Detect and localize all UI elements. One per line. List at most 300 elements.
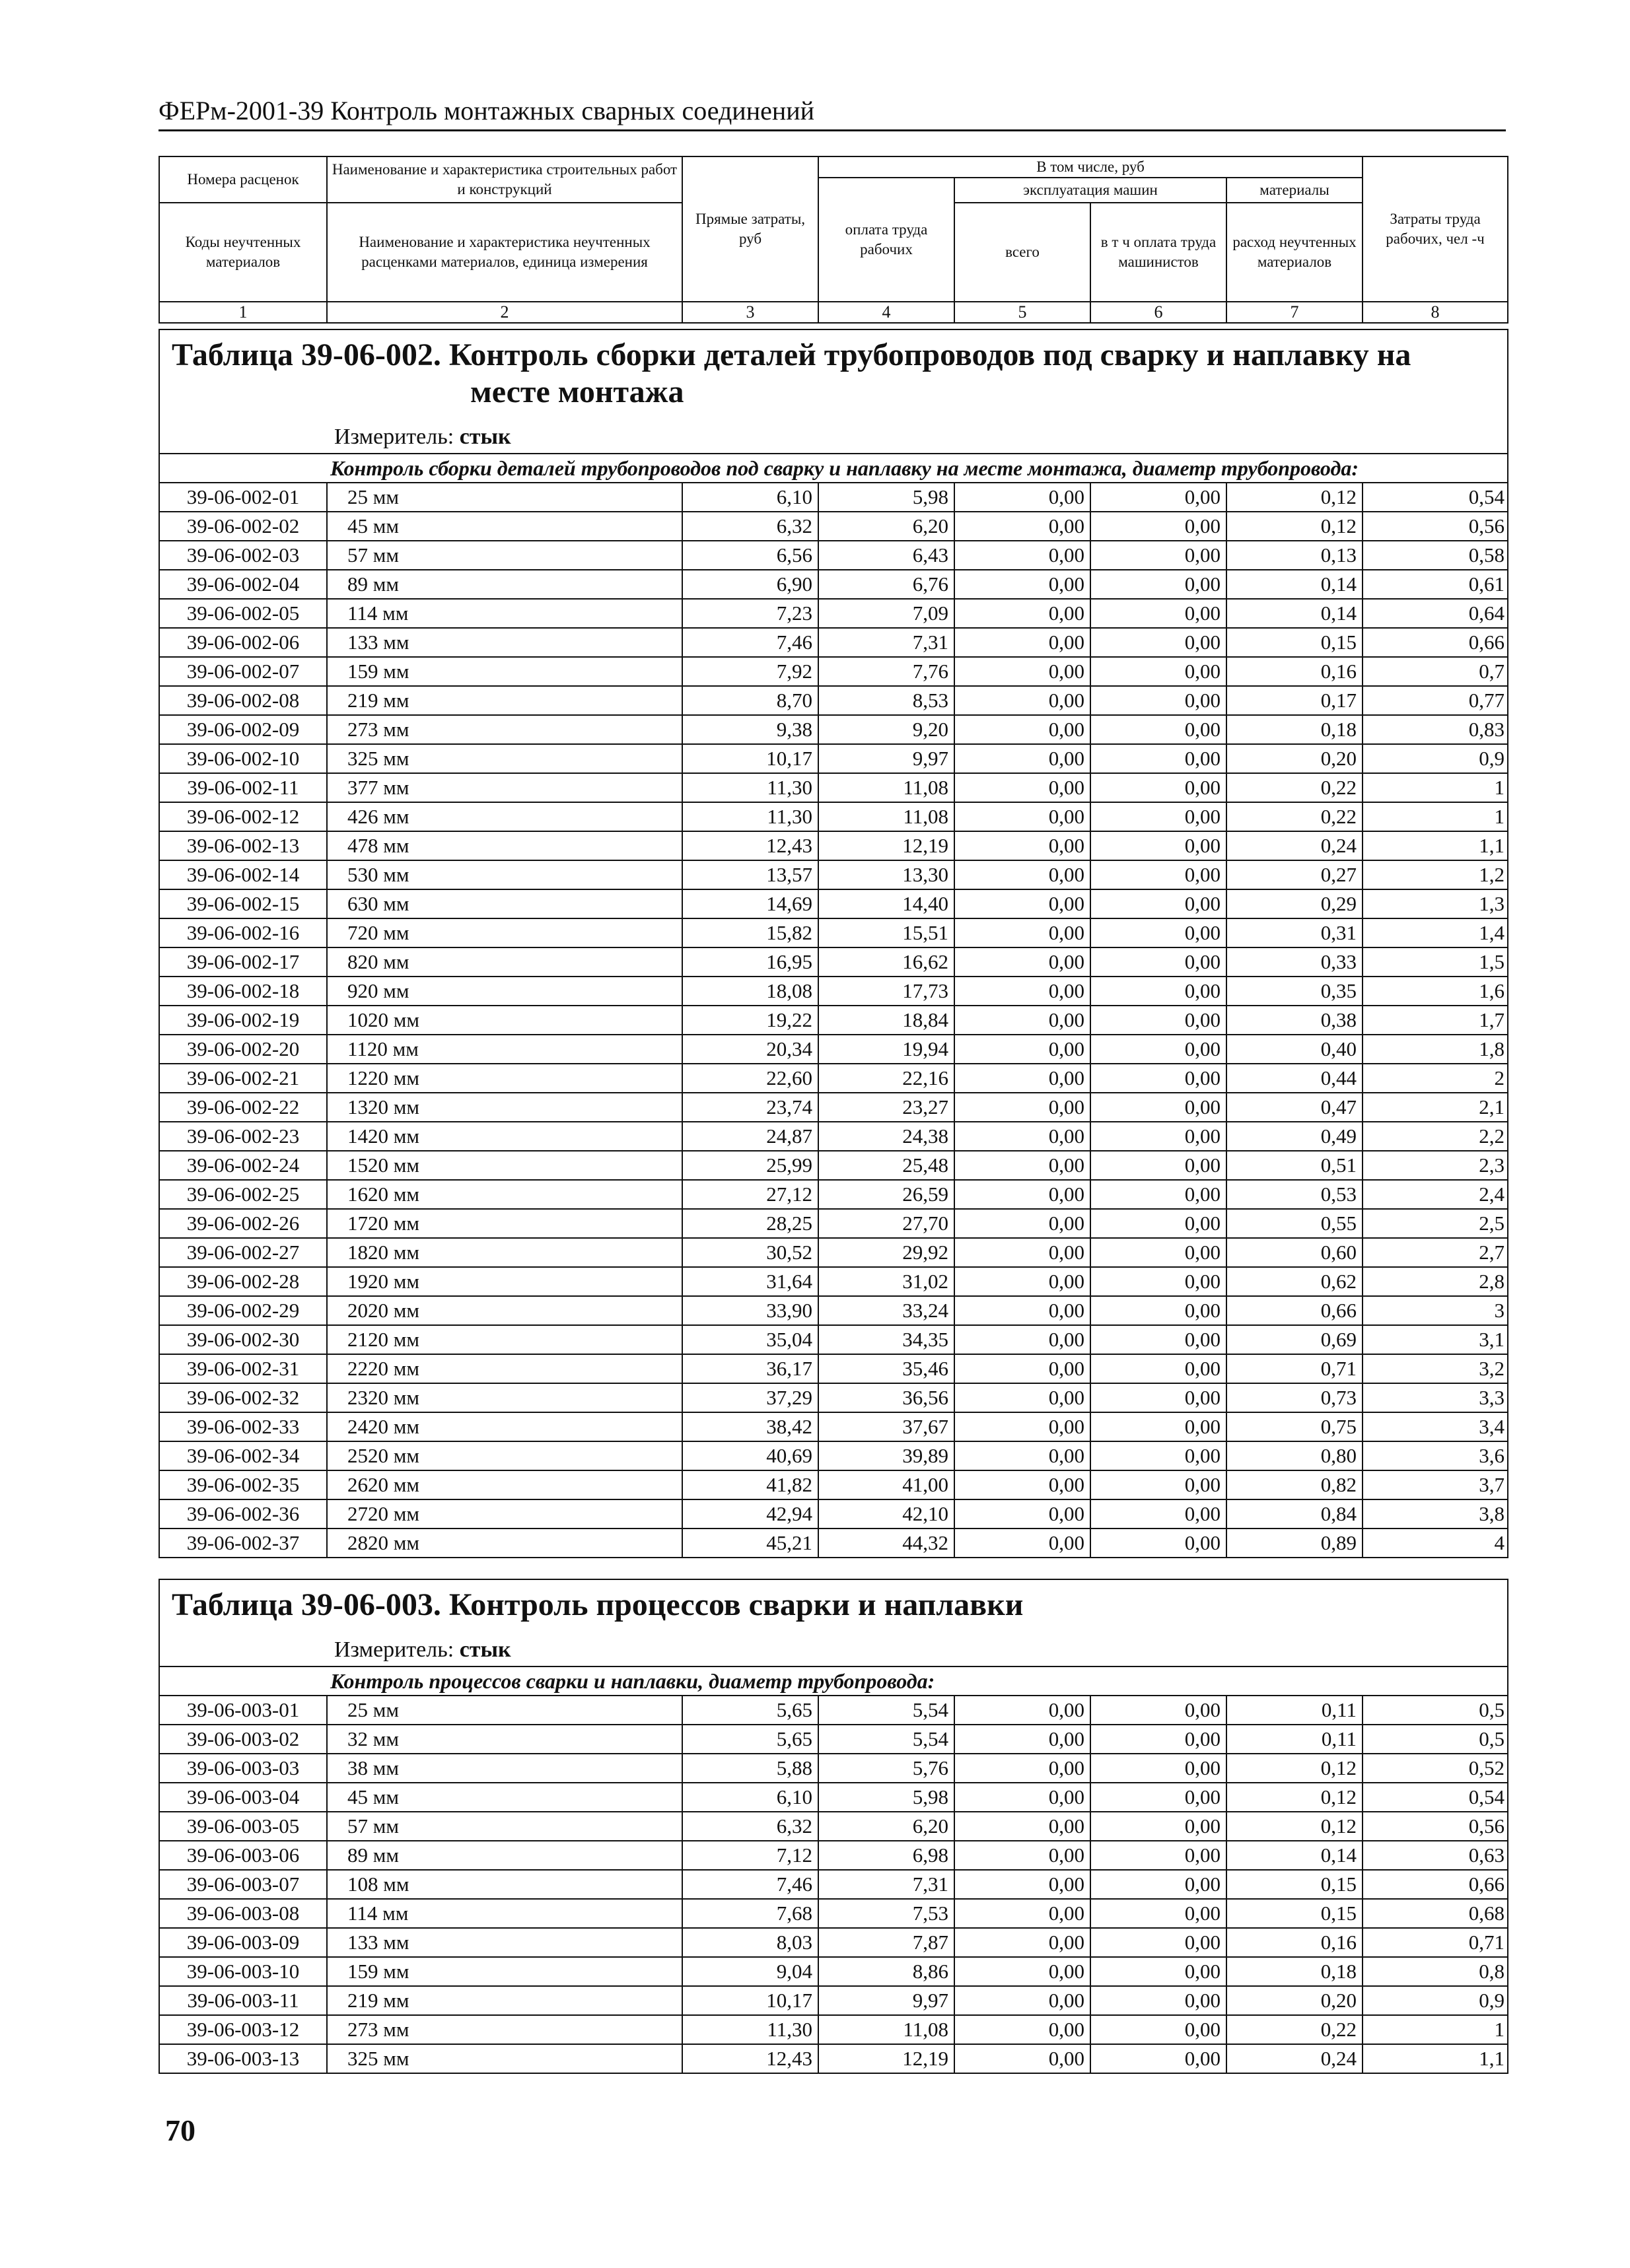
cost-value: 0,00 (954, 802, 1090, 831)
cost-value: 0,27 (1226, 860, 1363, 889)
col-header-machine-operation: эксплуатация машин (954, 178, 1226, 203)
cost-value: 7,92 (682, 657, 818, 686)
col-header-material-description: Наименование и характеристика неучтенных расценками материалов, единица измерения (327, 203, 682, 302)
rate-code: 39-06-002-23 (159, 1122, 327, 1151)
cost-value: 0,40 (1226, 1035, 1363, 1064)
cost-value: 0,00 (1090, 1064, 1226, 1093)
rate-code: 39-06-002-20 (159, 1035, 327, 1064)
pipe-diameter: 32 мм (327, 1725, 682, 1754)
cost-value: 0,00 (1090, 1899, 1226, 1928)
pipe-diameter: 1020 мм (327, 1006, 682, 1035)
cost-value: 0,00 (954, 1354, 1090, 1383)
pipe-diameter: 25 мм (327, 1696, 682, 1725)
cost-value: 36,17 (682, 1354, 818, 1383)
cost-value: 1,5 (1363, 947, 1508, 977)
cost-value: 0,00 (1090, 1006, 1226, 1035)
cost-value: 0,00 (1090, 599, 1226, 628)
cost-value: 0,00 (1090, 1296, 1226, 1325)
pipe-diameter: 325 мм (327, 744, 682, 773)
cost-value: 0,31 (1226, 918, 1363, 947)
table-title-block (159, 1579, 1508, 1667)
table-row (159, 1412, 1508, 1441)
table-row (159, 947, 1508, 977)
cost-value: 0,77 (1363, 686, 1508, 715)
table-subheading: Контроль процессов сварки и наплавки, диаметр трубопровода: (159, 1667, 1508, 1696)
cost-value: 1,6 (1363, 977, 1508, 1006)
cost-value: 0,00 (1090, 1841, 1226, 1870)
col-number: 3 (682, 302, 818, 323)
cost-value: 37,67 (818, 1412, 954, 1441)
cost-value: 1,4 (1363, 918, 1508, 947)
cost-value: 0,18 (1226, 1957, 1363, 1986)
cost-value: 7,31 (818, 1870, 954, 1899)
cost-value: 11,30 (682, 2015, 818, 2044)
cost-value: 0,00 (1090, 1783, 1226, 1812)
col-number: 5 (954, 302, 1090, 323)
cost-value: 0,00 (954, 1529, 1090, 1558)
cost-value: 7,76 (818, 657, 954, 686)
cost-value: 0,56 (1363, 1812, 1508, 1841)
rate-code: 39-06-002-32 (159, 1383, 327, 1412)
cost-value: 0,00 (954, 1499, 1090, 1529)
cost-value: 10,17 (682, 744, 818, 773)
cost-value: 2,4 (1363, 1180, 1508, 1209)
pipe-diameter: 89 мм (327, 570, 682, 599)
cost-value: 24,38 (818, 1122, 954, 1151)
pipe-diameter: 325 мм (327, 2044, 682, 2073)
cost-value: 30,52 (682, 1238, 818, 1267)
pipe-diameter: 2220 мм (327, 1354, 682, 1383)
table-row (159, 889, 1508, 918)
cost-value: 0,00 (1090, 744, 1226, 773)
cost-value: 0,00 (954, 831, 1090, 860)
cost-value: 7,12 (682, 1841, 818, 1870)
cost-value: 0,00 (1090, 1470, 1226, 1499)
rate-code: 39-06-002-36 (159, 1499, 327, 1529)
table-row (159, 1354, 1508, 1383)
cost-value: 0,00 (1090, 1441, 1226, 1470)
cost-value: 0,00 (1090, 1754, 1226, 1783)
cost-value: 0,55 (1226, 1209, 1363, 1238)
cost-value: 6,43 (818, 541, 954, 570)
cost-value: 0,00 (954, 2044, 1090, 2073)
cost-value: 0,73 (1226, 1383, 1363, 1412)
rate-code: 39-06-002-11 (159, 773, 327, 802)
pipe-diameter: 2320 мм (327, 1383, 682, 1412)
cost-value: 0,8 (1363, 1957, 1508, 1986)
cost-value: 0,00 (1090, 628, 1226, 657)
cost-value: 0,00 (1090, 1928, 1226, 1957)
rate-code: 39-06-002-04 (159, 570, 327, 599)
pipe-diameter: 114 мм (327, 599, 682, 628)
cost-value: 3,7 (1363, 1470, 1508, 1499)
rate-code: 39-06-002-33 (159, 1412, 327, 1441)
cost-value: 0,11 (1226, 1696, 1363, 1725)
cost-value: 0,00 (1090, 1499, 1226, 1529)
pipe-diameter: 530 мм (327, 860, 682, 889)
table-title-line-1: Таблица 39-06-002. Контроль сборки деталей трубопроводов под сварку и наплавку на (172, 337, 1411, 372)
cost-value: 0,00 (954, 1470, 1090, 1499)
cost-value: 8,70 (682, 686, 818, 715)
table-row (159, 831, 1508, 860)
cost-value: 16,95 (682, 947, 818, 977)
pipe-diameter: 1620 мм (327, 1180, 682, 1209)
cost-value: 28,25 (682, 1209, 818, 1238)
table-row (159, 1151, 1508, 1180)
cost-value: 0,00 (1090, 802, 1226, 831)
cost-value: 7,46 (682, 628, 818, 657)
cost-value: 16,62 (818, 947, 954, 977)
cost-value: 31,02 (818, 1267, 954, 1296)
cost-value: 22,16 (818, 1064, 954, 1093)
cost-value: 0,83 (1363, 715, 1508, 744)
cost-value: 0,14 (1226, 1841, 1363, 1870)
pipe-diameter: 426 мм (327, 802, 682, 831)
table-title-line-2: месте монтажа (470, 374, 684, 409)
pipe-diameter: 1120 мм (327, 1035, 682, 1064)
cost-value: 7,23 (682, 599, 818, 628)
pipe-diameter: 1420 мм (327, 1122, 682, 1151)
col-header-direct-costs: Прямые затраты, руб (682, 156, 818, 302)
cost-value: 15,82 (682, 918, 818, 947)
cost-value: 1 (1363, 802, 1508, 831)
cost-value: 3,2 (1363, 1354, 1508, 1383)
cost-value: 0,00 (1090, 831, 1226, 860)
cost-value: 24,87 (682, 1122, 818, 1151)
cost-value: 0,00 (1090, 918, 1226, 947)
cost-value: 2,1 (1363, 1093, 1508, 1122)
rate-code: 39-06-002-22 (159, 1093, 327, 1122)
rate-code: 39-06-003-04 (159, 1783, 327, 1812)
cost-value: 0,12 (1226, 1812, 1363, 1841)
cost-value: 0,69 (1226, 1325, 1363, 1354)
pipe-diameter: 478 мм (327, 831, 682, 860)
rate-code: 39-06-003-01 (159, 1696, 327, 1725)
cost-value: 6,90 (682, 570, 818, 599)
cost-value: 0,00 (954, 1783, 1090, 1812)
table-row (159, 1957, 1508, 1986)
pipe-diameter: 114 мм (327, 1899, 682, 1928)
cost-value: 0,00 (954, 628, 1090, 657)
cost-value: 6,20 (818, 1812, 954, 1841)
table-row (159, 599, 1508, 628)
pipe-diameter: 25 мм (327, 483, 682, 512)
pipe-diameter: 1820 мм (327, 1238, 682, 1267)
rate-code: 39-06-002-03 (159, 541, 327, 570)
cost-value: 0,00 (1090, 1812, 1226, 1841)
cost-value: 0,00 (1090, 1529, 1226, 1558)
cost-value: 9,38 (682, 715, 818, 744)
rate-code: 39-06-002-15 (159, 889, 327, 918)
cost-value: 11,30 (682, 802, 818, 831)
cost-value: 12,19 (818, 831, 954, 860)
pipe-diameter: 159 мм (327, 1957, 682, 1986)
table-row (159, 918, 1508, 947)
rate-code: 39-06-002-34 (159, 1441, 327, 1470)
cost-value: 1,1 (1363, 2044, 1508, 2073)
table-row (159, 657, 1508, 686)
pipe-diameter: 133 мм (327, 628, 682, 657)
cost-value: 0,00 (1090, 1325, 1226, 1354)
cost-value: 6,10 (682, 483, 818, 512)
cost-value: 29,92 (818, 1238, 954, 1267)
pipe-diameter: 38 мм (327, 1754, 682, 1783)
cost-value: 0,00 (1090, 1151, 1226, 1180)
cost-value: 0,00 (1090, 1412, 1226, 1441)
cost-value: 0,63 (1363, 1841, 1508, 1870)
cost-value: 0,00 (1090, 860, 1226, 889)
col-header-work-description: Наименование и характеристика строительных работ и конструкций (327, 156, 682, 203)
cost-value: 41,82 (682, 1470, 818, 1499)
cost-value: 0,13 (1226, 541, 1363, 570)
table-row (159, 1325, 1508, 1354)
table-row (159, 1470, 1508, 1499)
cost-value: 0,00 (954, 1180, 1090, 1209)
table-row (159, 2044, 1508, 2073)
cost-value: 6,20 (818, 512, 954, 541)
cost-value: 0,00 (1090, 483, 1226, 512)
rate-code: 39-06-002-10 (159, 744, 327, 773)
cost-value: 18,08 (682, 977, 818, 1006)
cost-value: 0,00 (954, 1812, 1090, 1841)
table-row (159, 1499, 1508, 1529)
cost-value: 0,9 (1363, 744, 1508, 773)
rate-code: 39-06-003-08 (159, 1899, 327, 1928)
cost-value: 1,7 (1363, 1006, 1508, 1035)
col-header-rate-numbers: Номера расценок (159, 156, 327, 203)
col-header-machinist-pay: в т ч оплата труда машинистов (1090, 203, 1226, 302)
pipe-diameter: 1920 мм (327, 1267, 682, 1296)
rate-code: 39-06-002-08 (159, 686, 327, 715)
cost-value: 0,00 (954, 1035, 1090, 1064)
cost-value: 3,8 (1363, 1499, 1508, 1529)
cost-value: 0,00 (1090, 1354, 1226, 1383)
cost-value: 11,08 (818, 802, 954, 831)
rate-code: 39-06-003-12 (159, 2015, 327, 2044)
cost-value: 0,16 (1226, 657, 1363, 686)
pipe-diameter: 1520 мм (327, 1151, 682, 1180)
cost-value: 36,56 (818, 1383, 954, 1412)
cost-value: 1,1 (1363, 831, 1508, 860)
table-row (159, 1035, 1508, 1064)
cost-value: 0,11 (1226, 1725, 1363, 1754)
cost-value: 0,82 (1226, 1470, 1363, 1499)
col-number: 7 (1226, 302, 1363, 323)
rate-code: 39-06-003-09 (159, 1928, 327, 1957)
pipe-diameter: 108 мм (327, 1870, 682, 1899)
pipe-diameter: 2520 мм (327, 1441, 682, 1470)
cost-value: 0,35 (1226, 977, 1363, 1006)
table-row (159, 483, 1508, 512)
cost-value: 0,15 (1226, 1899, 1363, 1928)
cost-value: 4 (1363, 1529, 1508, 1558)
cost-value: 2,5 (1363, 1209, 1508, 1238)
cost-value: 0,00 (954, 1238, 1090, 1267)
meter-label: Измеритель: (334, 425, 454, 449)
table-row (159, 1899, 1508, 1928)
rate-code: 39-06-003-11 (159, 1986, 327, 2015)
cost-value: 0,00 (954, 1441, 1090, 1470)
cost-value: 0,00 (954, 773, 1090, 802)
cost-value: 0,00 (1090, 889, 1226, 918)
cost-value: 33,90 (682, 1296, 818, 1325)
cost-value: 0,20 (1226, 1986, 1363, 2015)
cost-value: 1,8 (1363, 1035, 1508, 1064)
table-row (159, 1441, 1508, 1470)
cost-value: 0,00 (1090, 2015, 1226, 2044)
cost-value: 0,00 (1090, 947, 1226, 977)
cost-value: 37,29 (682, 1383, 818, 1412)
table-row (159, 1870, 1508, 1899)
cost-value: 0,66 (1363, 628, 1508, 657)
rate-code: 39-06-002-14 (159, 860, 327, 889)
cost-value: 5,54 (818, 1696, 954, 1725)
cost-value: 0,51 (1226, 1151, 1363, 1180)
cost-value: 0,84 (1226, 1499, 1363, 1529)
rate-code: 39-06-003-03 (159, 1754, 327, 1783)
cost-value: 0,80 (1226, 1441, 1363, 1470)
table-row (159, 802, 1508, 831)
column-header-table (159, 156, 1508, 324)
cost-value: 0,62 (1226, 1267, 1363, 1296)
meter-value: стык (459, 425, 511, 449)
pipe-diameter: 57 мм (327, 1812, 682, 1841)
cost-value: 0,00 (954, 1899, 1090, 1928)
cost-value: 11,08 (818, 773, 954, 802)
cost-value: 8,86 (818, 1957, 954, 1986)
cost-value: 0,24 (1226, 831, 1363, 860)
cost-value: 6,10 (682, 1783, 818, 1812)
cost-value: 0,00 (954, 483, 1090, 512)
rate-code: 39-06-003-02 (159, 1725, 327, 1754)
cost-value: 0,00 (954, 1928, 1090, 1957)
cost-value: 6,32 (682, 512, 818, 541)
cost-value: 12,19 (818, 2044, 954, 2073)
cost-value: 0,38 (1226, 1006, 1363, 1035)
cost-value: 0,00 (1090, 657, 1226, 686)
cost-value: 1 (1363, 2015, 1508, 2044)
cost-value: 0,60 (1226, 1238, 1363, 1267)
cost-value: 2,7 (1363, 1238, 1508, 1267)
cost-value: 7,68 (682, 1899, 818, 1928)
cost-value: 0,00 (1090, 1383, 1226, 1412)
cost-value: 0,00 (954, 1093, 1090, 1122)
cost-value: 23,27 (818, 1093, 954, 1122)
cost-value: 0,00 (954, 657, 1090, 686)
rate-code: 39-06-002-18 (159, 977, 327, 1006)
col-number: 6 (1090, 302, 1226, 323)
cost-value: 42,94 (682, 1499, 818, 1529)
cost-value: 3,3 (1363, 1383, 1508, 1412)
table-row (159, 1529, 1508, 1558)
rate-code: 39-06-002-25 (159, 1180, 327, 1209)
cost-value: 2,8 (1363, 1267, 1508, 1296)
pipe-diameter: 377 мм (327, 773, 682, 802)
rate-code: 39-06-003-05 (159, 1812, 327, 1841)
cost-value: 2,2 (1363, 1122, 1508, 1151)
cost-value: 27,70 (818, 1209, 954, 1238)
cost-value: 0,00 (954, 1151, 1090, 1180)
table-row (159, 2015, 1508, 2044)
pipe-diameter: 920 мм (327, 977, 682, 1006)
rate-code: 39-06-002-24 (159, 1151, 327, 1180)
pipe-diameter: 630 мм (327, 889, 682, 918)
cost-value: 0,00 (954, 1986, 1090, 2015)
cost-value: 0,00 (954, 1696, 1090, 1725)
cost-value: 0,00 (954, 1325, 1090, 1354)
cost-value: 0,5 (1363, 1725, 1508, 1754)
rate-code: 39-06-002-13 (159, 831, 327, 860)
table-row (159, 1122, 1508, 1151)
cost-value: 0,61 (1363, 570, 1508, 599)
cost-value: 0,58 (1363, 541, 1508, 570)
table-row (159, 570, 1508, 599)
table-title-block (159, 329, 1508, 454)
table-row (159, 860, 1508, 889)
cost-value: 0,00 (954, 1296, 1090, 1325)
cost-value: 0,00 (954, 686, 1090, 715)
cost-value: 0,00 (954, 860, 1090, 889)
cost-value: 2,3 (1363, 1151, 1508, 1180)
table-row (159, 977, 1508, 1006)
rate-code: 39-06-002-26 (159, 1209, 327, 1238)
cost-value: 0,00 (1090, 1267, 1226, 1296)
cost-value: 11,30 (682, 773, 818, 802)
table-subheading: Контроль сборки деталей трубопроводов под сварку и наплавку на месте монтажа, диаметр трубопровода: (159, 454, 1508, 483)
cost-value: 0,47 (1226, 1093, 1363, 1122)
table-row (159, 1296, 1508, 1325)
cost-value: 0,00 (1090, 1957, 1226, 1986)
cost-value: 3,4 (1363, 1412, 1508, 1441)
rate-code: 39-06-003-07 (159, 1870, 327, 1899)
pipe-diameter: 219 мм (327, 1986, 682, 2015)
cost-value: 0,54 (1363, 1783, 1508, 1812)
cost-value: 0,68 (1363, 1899, 1508, 1928)
cost-value: 0,24 (1226, 2044, 1363, 2073)
cost-value: 0,14 (1226, 570, 1363, 599)
cost-value: 0,00 (1090, 1093, 1226, 1122)
pipe-diameter: 57 мм (327, 541, 682, 570)
cost-value: 15,51 (818, 918, 954, 947)
rate-code: 39-06-003-13 (159, 2044, 327, 2073)
cost-value: 25,99 (682, 1151, 818, 1180)
cost-value: 0,71 (1226, 1354, 1363, 1383)
cost-value: 0,33 (1226, 947, 1363, 977)
cost-value: 0,7 (1363, 657, 1508, 686)
cost-value: 5,54 (818, 1725, 954, 1754)
cost-value: 6,98 (818, 1841, 954, 1870)
cost-value: 0,00 (954, 1754, 1090, 1783)
table-title-line-1: Таблица 39-06-003. Контроль процессов сварки и наплавки (172, 1587, 1024, 1622)
pipe-diameter: 273 мм (327, 715, 682, 744)
cost-value: 5,65 (682, 1696, 818, 1725)
cost-value: 26,59 (818, 1180, 954, 1209)
cost-value: 0,00 (954, 1725, 1090, 1754)
cost-value: 0,00 (954, 570, 1090, 599)
cost-value: 40,69 (682, 1441, 818, 1470)
cost-value: 5,65 (682, 1725, 818, 1754)
cost-value: 0,00 (1090, 773, 1226, 802)
cost-value: 7,46 (682, 1870, 818, 1899)
table-row (159, 744, 1508, 773)
cost-value: 0,00 (1090, 512, 1226, 541)
cost-value: 10,17 (682, 1986, 818, 2015)
cost-value: 0,00 (954, 1870, 1090, 1899)
col-header-materials-consumption: расход неучтенных материалов (1226, 203, 1363, 302)
cost-value: 0,00 (1090, 1180, 1226, 1209)
pipe-diameter: 2620 мм (327, 1470, 682, 1499)
cost-value: 7,09 (818, 599, 954, 628)
